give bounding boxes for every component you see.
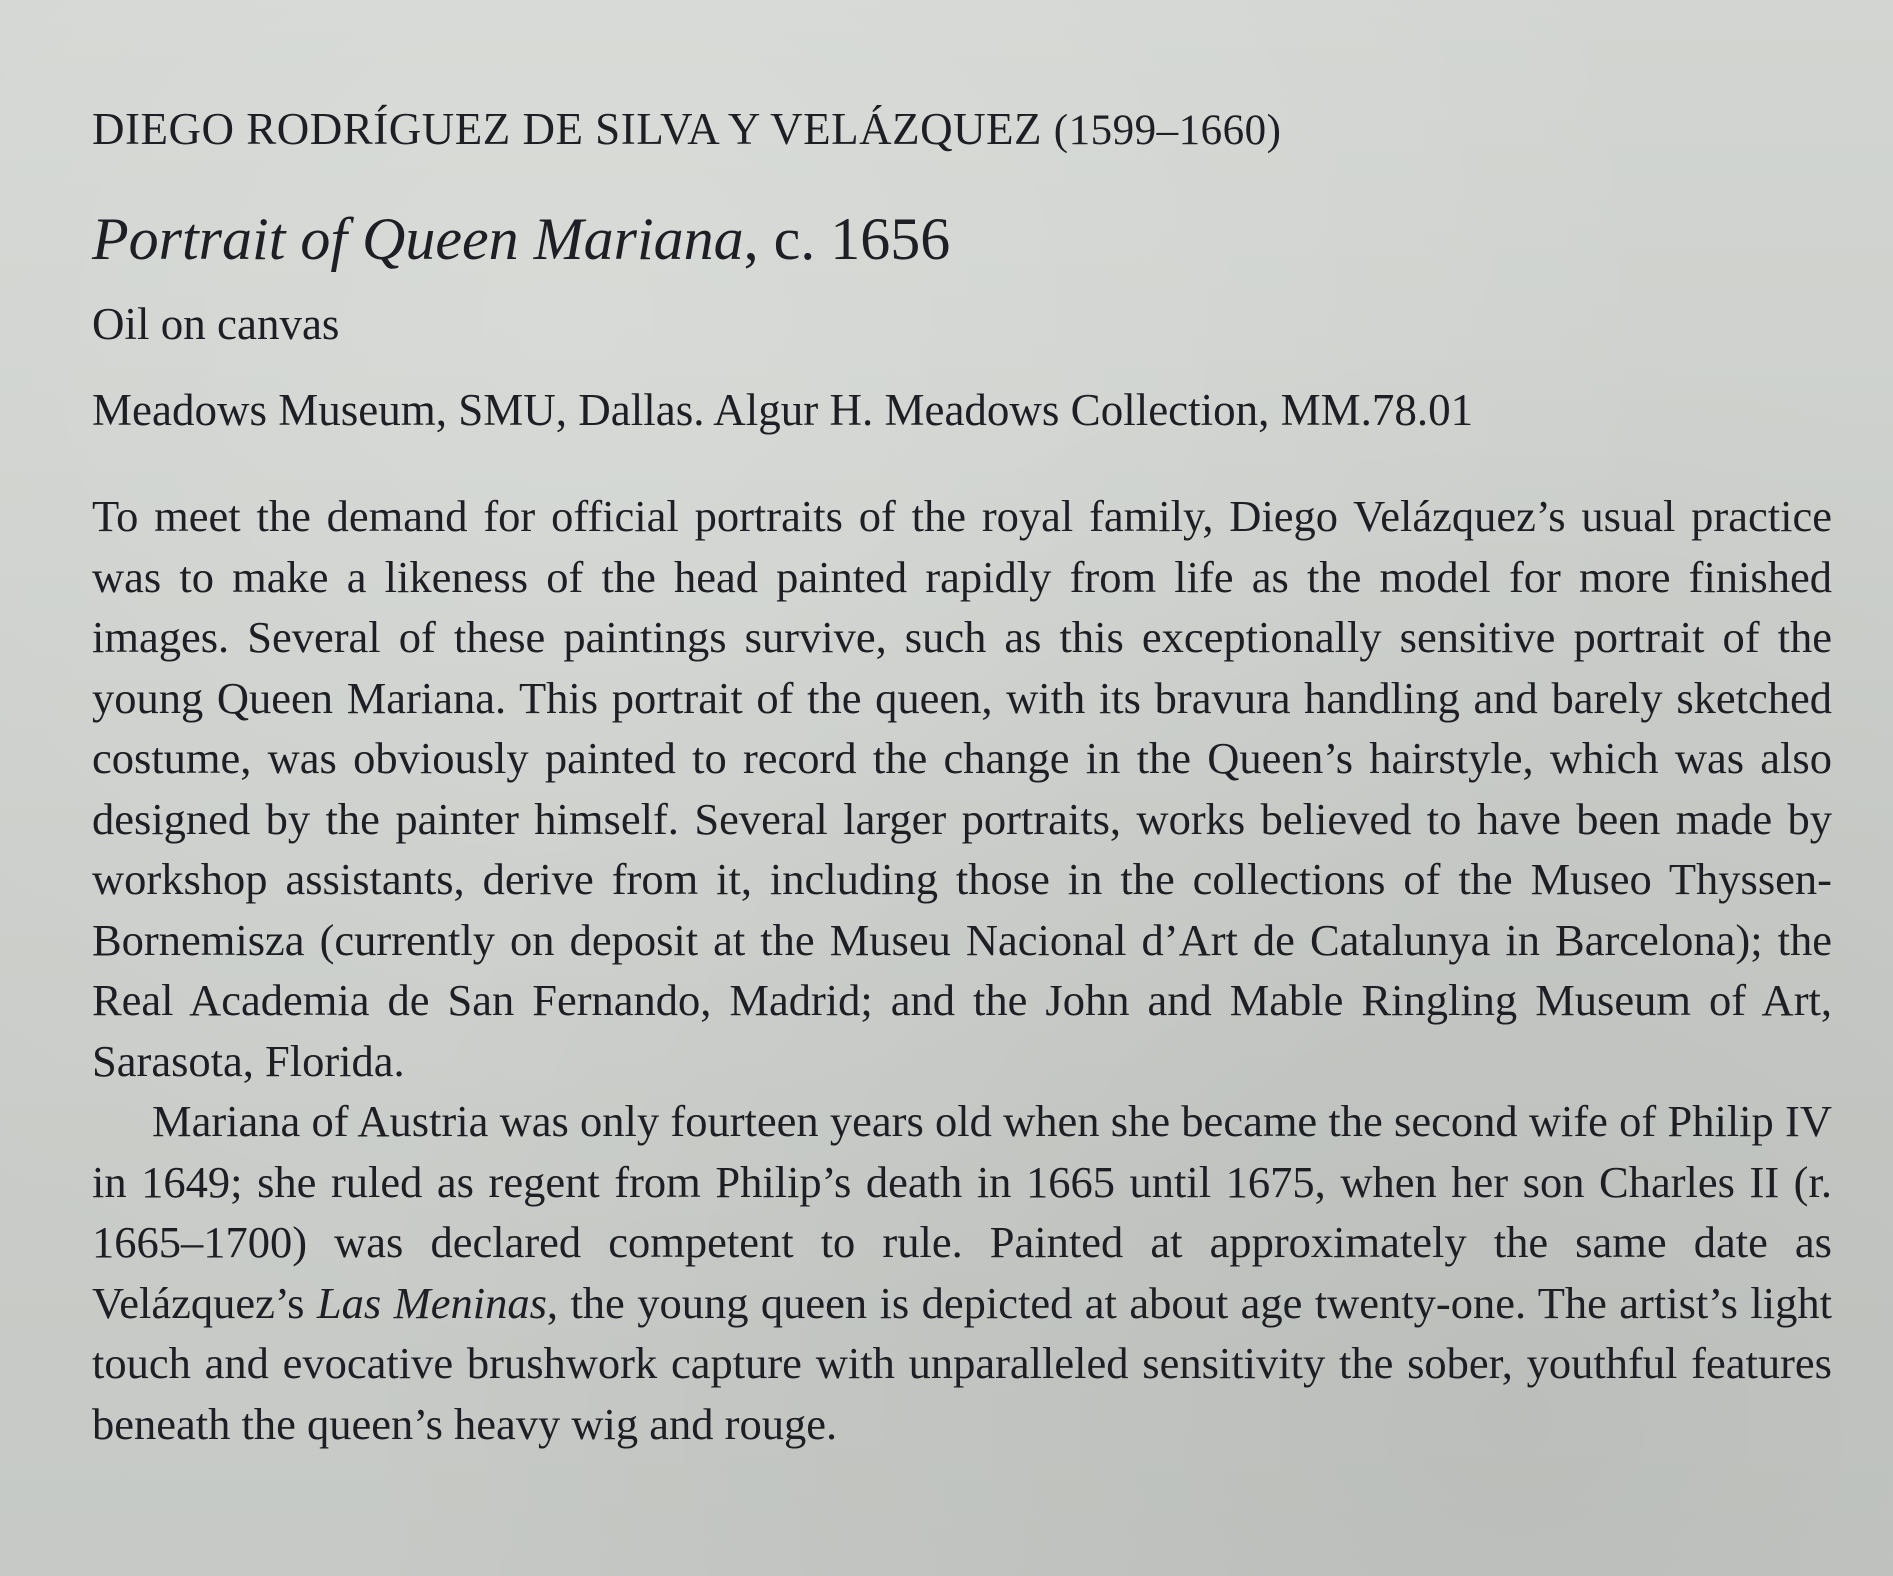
las-meninas-title: Las Meninas <box>316 1277 547 1328</box>
artwork-title: Portrait of Queen Mariana <box>92 206 744 272</box>
artist-name: DIEGO RODRÍGUEZ DE SILVA Y VELÁZQUEZ <box>92 104 1043 154</box>
paragraph-2-text-a: Mariana of Austria was only fourteen years old when she became the second wife of Philip IV in 1649; she ruled as regent from Philip’s death in 1665 until 1675, when her son Charles II (r. 1665–1700) was declared competent to rule. Painted at approximately the same date as Velázquez’s <box>92 1096 1832 1328</box>
artwork-credit-line: Meadows Museum, SMU, Dallas. Algur H. Meadows Collection, MM.78.01 <box>92 385 1474 435</box>
artist-dates: (1599–1660) <box>1053 107 1282 154</box>
artist-heading <box>92 98 1852 162</box>
description-paragraph-1: To meet the demand for official portraits of the royal family, Diego Velázquez’s usual practice was to make a likeness of the head painted rapidly from life as the model for more finished images. Several of these paintings survive, such as this exceptionally sensitive portrait of the young Queen Mariana. This portrait of the queen, with its bravura handling and barely sketched costume, was obviously painted to record the change in the Queen’s hairstyle, which was also designed by the painter himself. Several larger portraits, works believed to have been made by workshop assistants, derive from it, including those in the collections of the Museo Thyssen-Bornemisza (currently on deposit at the Museu Nacional d’Art de Catalunya in Barcelona); the Real Academia de San Fernando, Madrid; and the John and Mable Ringling Museum of Art, Sarasota, Florida. <box>92 491 1832 1086</box>
description-paragraph-2 <box>92 1091 1832 1454</box>
paragraph-2-text-b: , the young queen is depicted at about age twenty-one. The artist’s light touch and evocative brushwork capture with unparalleled sensitivity the sober, youthful features beneath the queen’s heavy wig and rouge. <box>92 1277 1832 1449</box>
artwork-medium: Oil on canvas <box>92 299 340 349</box>
artwork-date: , c. 1656 <box>743 206 951 272</box>
artwork-title-line <box>92 204 1852 274</box>
label-content <box>92 98 1852 1454</box>
label-description <box>92 486 1832 1454</box>
